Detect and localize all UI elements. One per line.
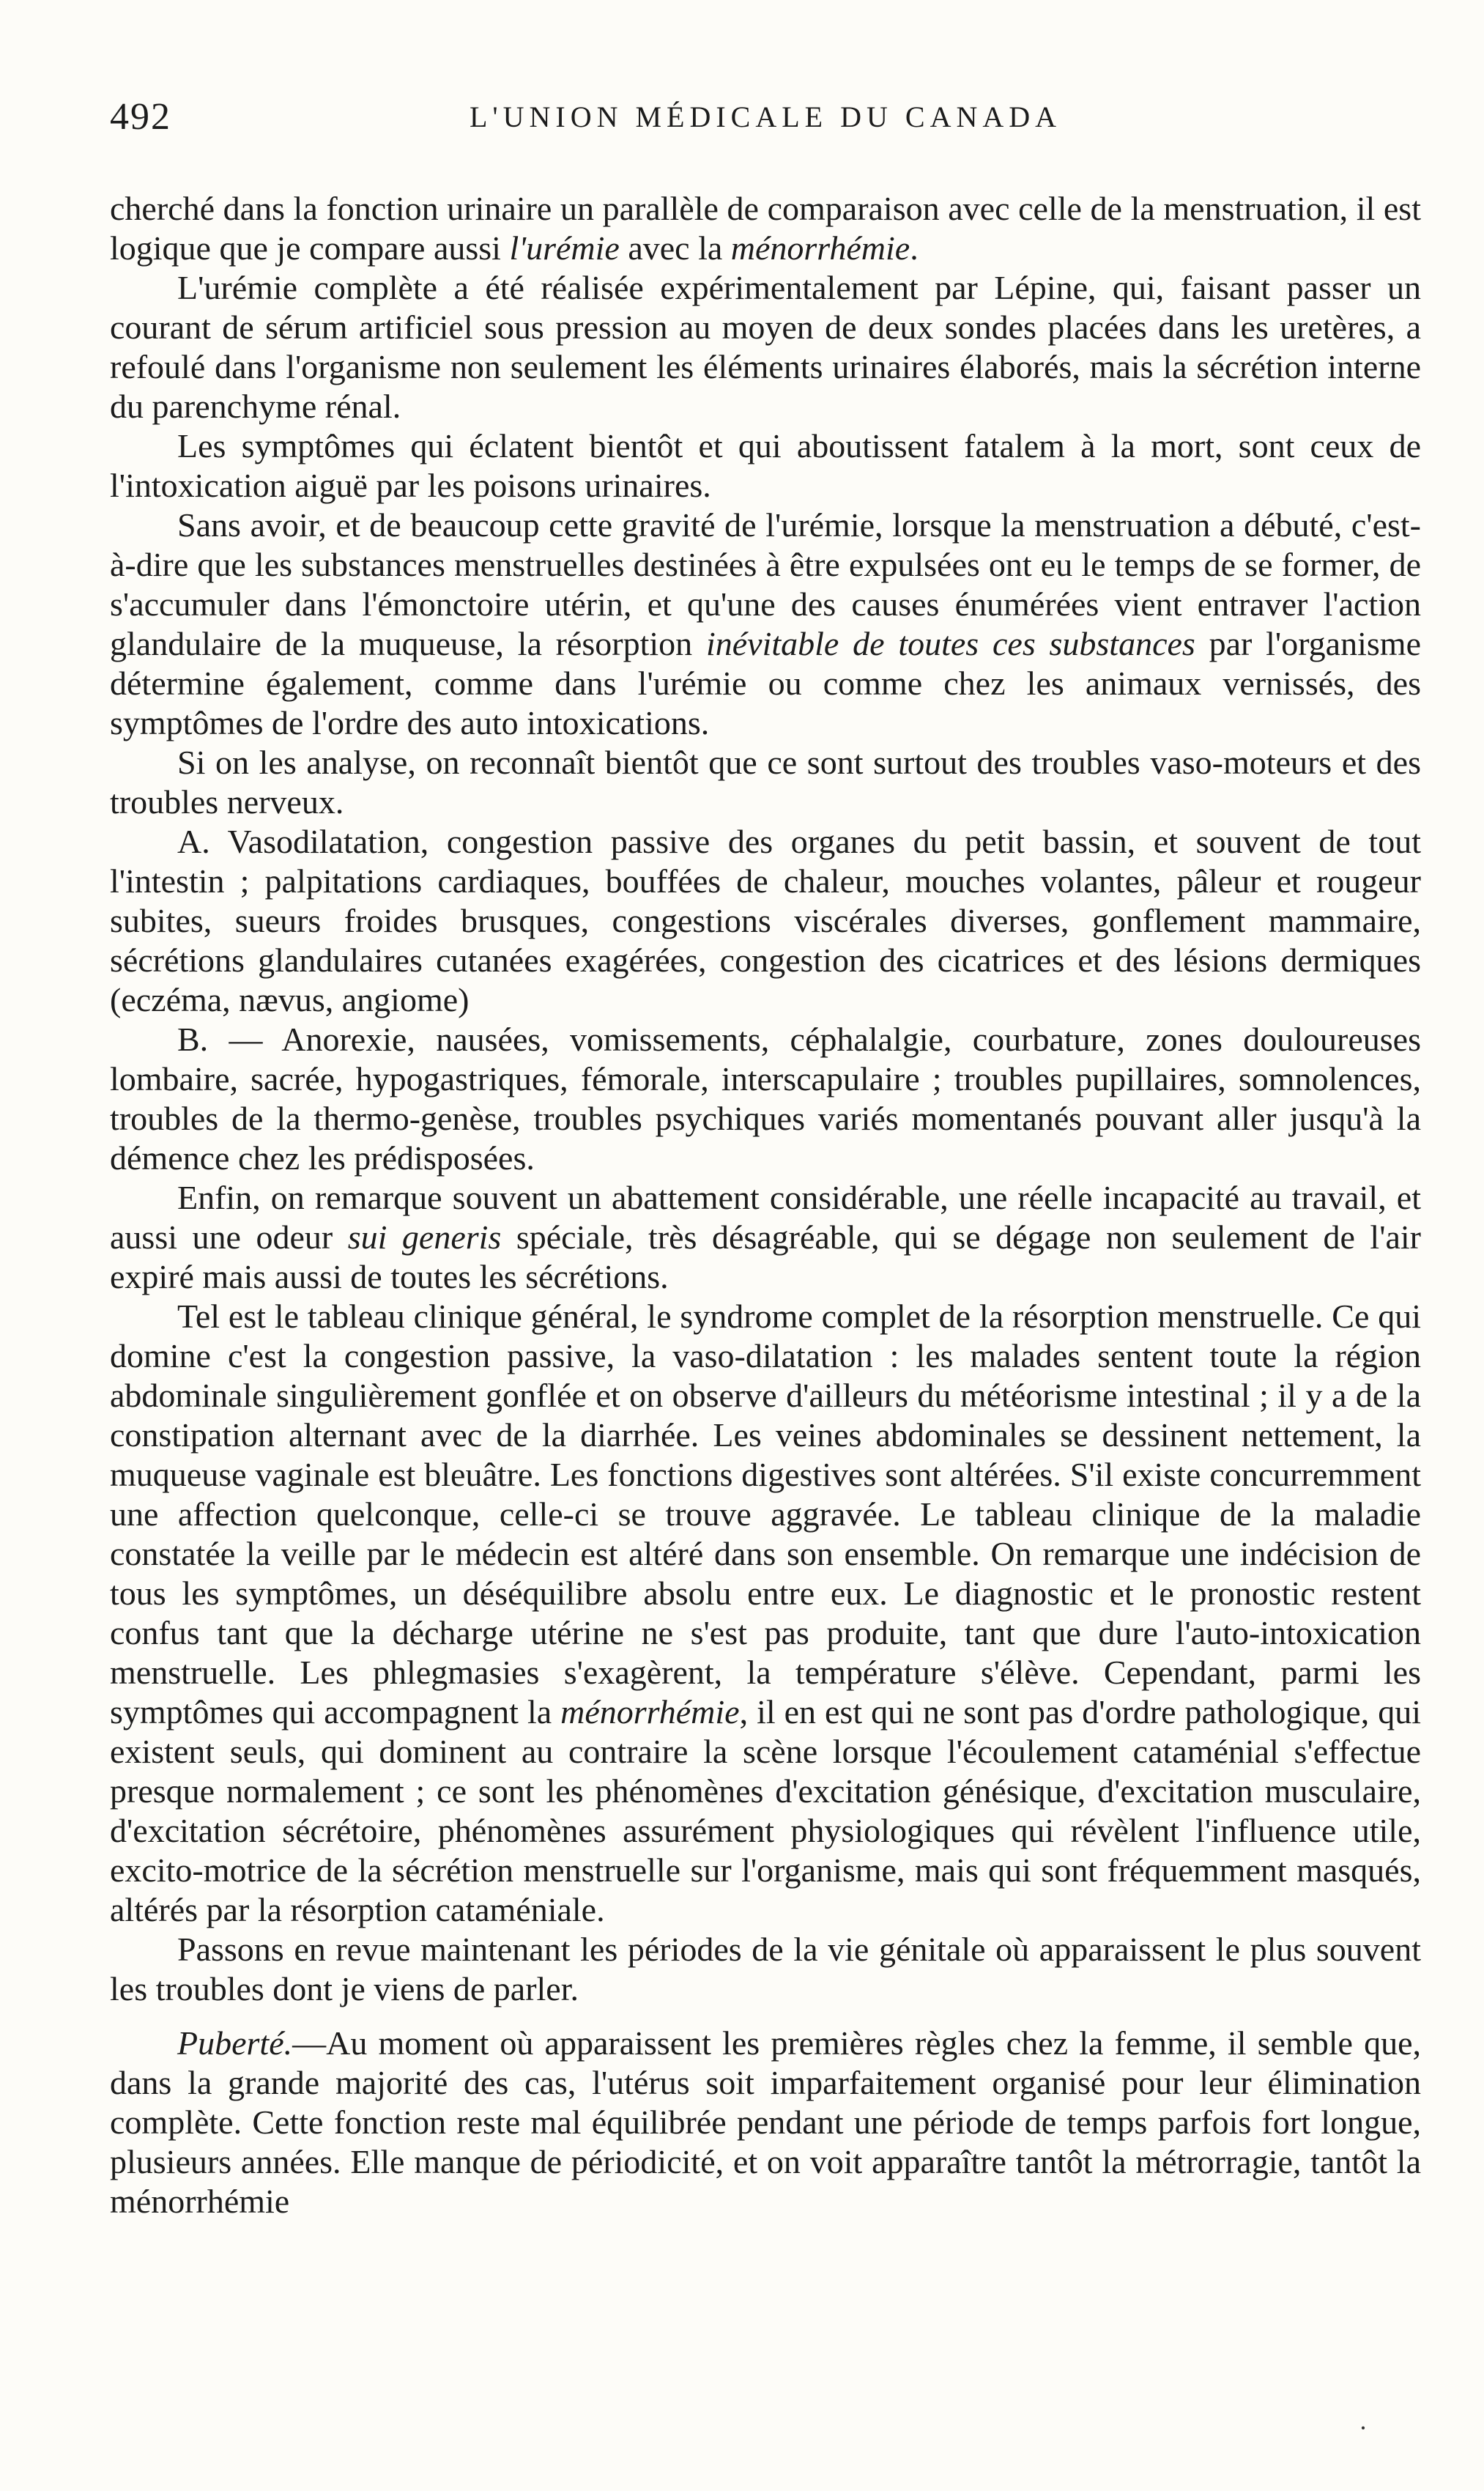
paragraph-tableau-clinique bbox=[110, 1297, 1421, 1930]
paragraph-analyse: Si on les analyse, on reconnaît bientôt que ce sont surtout des troubles vaso-moteurs et des troubles nerveux. bbox=[110, 744, 1421, 821]
page-number: 492 bbox=[110, 96, 171, 138]
italic-term: ménorrhémie bbox=[560, 1693, 740, 1731]
paragraph-list-b: B. — Anorexie, nausées, vomissements, céphalalgie, courbature, zones douloureuses lombaire, sacrée, hypogastriques, fémorale, interscapulaire ; troubles pupillaires, somnolences, troubles de la thermo-genèse, troubles psychiques variés momentanés pouvant aller jusqu'à la démence chez les prédisposées. bbox=[110, 1021, 1421, 1177]
paragraph-text: Tel est le tableau clinique général, le syndrome complet de la résorption menstruelle. Ce qui domine c'est la congestion passive, la vaso-dilatation : les malades sentent toute la région abdominale singulièrement gonflée et on observe d'ailleurs du météorisme intestinal ; il y a de la constipation alternant avec de la diarrhée. Les veines abdominales se dessinent nettement, la muqueuse vaginale est bleuâtre. Les fonctions digestives sont altérées. S'il existe concurremment une affection quelconque, celle-ci se trouve aggravée. Le tableau clinique de la maladie constatée la veille par le médecin est altéré dans son ensemble. On remarque une indécision de tous les symptômes, un déséquilibre absolu entre eux. Le diagnostic et le pronostic restent confus tant que la décharge utérine ne s'est pas produite, tant que dure l'auto-intoxication menstruelle. Les phlegmasies s'exagèrent, la température s'élève. Cependant, parmi les symptômes qui accompagnent la bbox=[110, 1298, 1421, 1731]
page-header bbox=[110, 95, 1421, 161]
paragraph-text: spéciale, très désagréable, qui se dégage non seulement de l'air expiré mais aussi de toutes les sécrétions. bbox=[110, 1218, 1421, 1295]
paragraph-text: Enfin, on remarque souvent un abattement considérable, une réelle incapacité au travail, et aussi une odeur bbox=[110, 1179, 1421, 1256]
paragraph-text: avec la bbox=[619, 229, 731, 267]
paragraph-uremie: L'urémie complète a été réalisée expérimentalement par Lépine, qui, faisant passer un courant de sérum artificiel sous pression au moyen de deux sondes placées dans les uretères, a refoulé dans l'organisme non seulement les éléments urinaires élaborés, mais la sécrétion interne du parenchyme rénal. bbox=[110, 269, 1421, 425]
italic-phrase: sui generis bbox=[347, 1218, 502, 1256]
document-page bbox=[110, 95, 1421, 2221]
paragraph-enfin bbox=[110, 1178, 1421, 1297]
paragraph-text: . bbox=[910, 229, 919, 267]
body-text bbox=[110, 189, 1421, 2221]
section-heading-puberte: Puberté. bbox=[177, 2024, 293, 2062]
running-title: L'UNION MÉDICALE DU CANADA bbox=[469, 100, 1062, 133]
paragraph-text: par l'organisme détermine également, comme dans l'urémie ou comme chez les animaux vernissés, des symptômes de l'ordre des auto intoxications. bbox=[110, 625, 1421, 741]
paragraph-list-a: A. Vasodilatation, congestion passive des organes du petit bassin, et souvent de tout l'intestin ; palpitations cardiaques, bouffées de chaleur, mouches volantes, pâleur et rougeur subites, sueurs froides brusques, congestions viscérales diverses, gonflement mammaire, sécrétions glandulaires cutanées exagérées, congestion des cicatrices et des lésions dermiques (eczéma, nævus, angiome) bbox=[110, 823, 1421, 1018]
paragraph-continuation bbox=[110, 189, 1421, 268]
paragraph-symptomes: Les symptômes qui éclatent bientôt et qui aboutissent fatalem à la mort, sont ceux de l'intoxication aiguë par les poisons urinaires. bbox=[110, 427, 1421, 504]
stray-print-mark: · bbox=[1359, 2413, 1368, 2443]
paragraph-text: Sans avoir, et de beaucoup cette gravité de l'urémie, lorsque la menstruation a débuté, c'est-à-dire que les substances menstruelles destinées à être expulsées ont eu le temps de se former, de s'accumuler dans l'émonctoire utérin, et qu'une des causes énumérées vient entraver l'action glandulaire de la muqueuse, la résorption bbox=[110, 506, 1421, 662]
paragraph-puberte bbox=[110, 2024, 1421, 2221]
italic-phrase: inévitable de toutes ces substances bbox=[705, 625, 1195, 662]
paragraph-text: —Au moment où apparaissent les premières règles chez la femme, il semble que, dans la grande majorité des cas, l'utérus soit imparfaitement organisé pour leur élimination complète. Cette fonction reste mal équilibrée pendant une période de temps parfois fort longue, plusieurs années. Elle manque de périodicité, et on voit apparaître tantôt la métrorragie, tantôt la ménorrhémie bbox=[110, 2024, 1421, 2220]
paragraph-text: , il en est qui ne sont pas d'ordre pathologique, qui existent seuls, qui dominent au contraire la scène lorsque l'écoulement cataménial s'effectue presque normalement ; ce sont les phénomènes d'excitation génésique, d'excitation musculaire, d'excitation sécrétoire, phénomènes assurément physiologiques qui révèlent l'influence utile, excito-motrice de la sécrétion menstruelle sur l'organisme, mais qui sont fréquemment masqués, altérés par la résorption cataméniale. bbox=[110, 1693, 1421, 1928]
paragraph-text: cherché dans la fonction urinaire un parallèle de comparaison avec celle de la menstruation, il est logique que je compare aussi bbox=[110, 190, 1421, 267]
paragraph-resorption bbox=[110, 506, 1421, 743]
italic-term: l'urémie bbox=[509, 229, 620, 267]
paragraph-passons: Passons en revue maintenant les périodes de la vie génitale où apparaissent le plus souvent les troubles dont je viens de parler. bbox=[110, 1931, 1421, 2007]
italic-term: ménorrhémie bbox=[730, 229, 910, 267]
